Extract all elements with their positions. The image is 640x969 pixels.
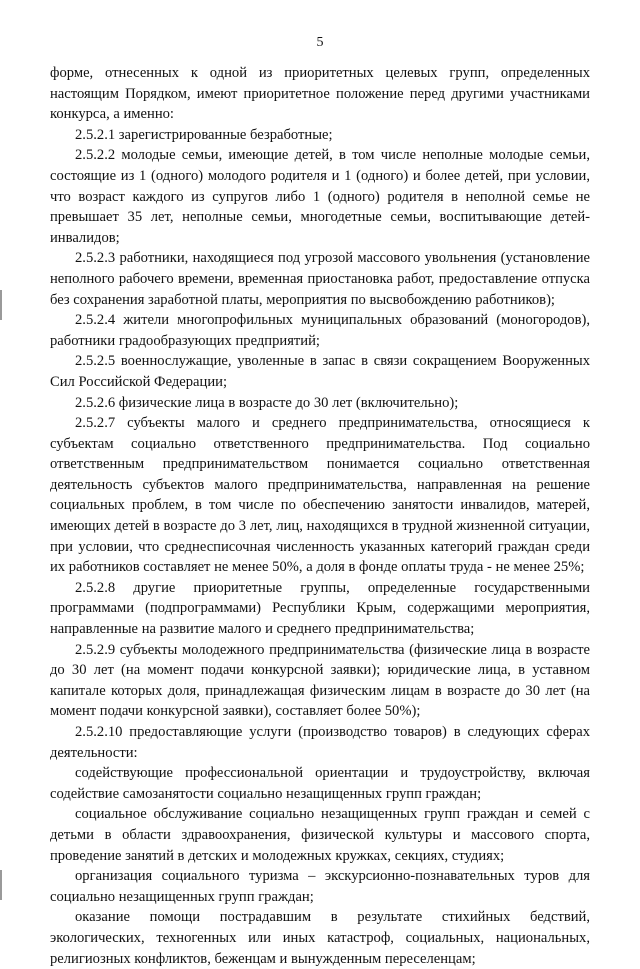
activity-item: содействующие профессиональной ориентации и трудоустройству, включая содействие самозанятости социально незащищенных групп граждан;: [50, 765, 590, 802]
clause-2-5-2-3: 2.5.2.3 работники, находящиеся под угрозой массового увольнения (установление неполного рабочего времени, временная приостановка работ, предоставление отпуска без сохранения заработной платы, мероприятия по высвобождению работников);: [50, 250, 590, 308]
clause-2-5-2-8: 2.5.2.8 другие приоритетные группы, определенные государственными программами (подпрограммами) Республики Крым, содержащими мероприятия, направленные на развитие малого и среднего предпринимательства;: [50, 579, 590, 638]
clause-2-5-2-1: 2.5.2.1 зарегистрированные безработные;: [75, 126, 333, 143]
clause-2-5-2-9: 2.5.2.9 субъекты молодежного предпринимательства (физические лица в возрасте до 30 лет (на момент подачи конкурсной заявки); юридические лица, в уставном капитале которых доля, принадлежащая физическим лицам в возрасте до 30 лет (на момент подачи конкурсной заявки), составляет более 50%);: [50, 641, 590, 720]
paragraph-continuation: форме, отнесенных к одной из приоритетных целевых групп, определенных настоящим Порядком, имеют приоритетное положение перед другими участниками конкурса, а именно:: [50, 65, 590, 123]
activity-item: социальное обслуживание социально незащищенных групп граждан и семей с детьми в области здравоохранения, физической культуры и массового спорта, проведение занятий в детских и молодежных кружках, секциях, студиях;: [50, 806, 590, 864]
activity-item: оказание помощи пострадавшим в результате стихийных бедствий, экологических, техногенных или иных катастроф, социальных, национальных, религиозных конфликтов, беженцам и вынужденным переселенцам;: [50, 909, 590, 967]
clause-2-5-2-2: 2.5.2.2 молодые семьи, имеющие детей, в том числе неполные молодые семьи, состоящие из 1 (одного) молодого родителя и 1 (одного) и более детей, при условии, что возраст каждого из супругов либо 1 (одного) родителя в неполной семье не превышает 35 лет, неполные семьи, многодетные семьи, воспитывающие детей-инвалидов;: [50, 147, 590, 246]
page-number: 5: [316, 35, 324, 50]
document-body: [50, 63, 590, 969]
clause-2-5-2-4: 2.5.2.4 жители многопрофильных муниципальных образований (моногородов), работники градообразующих предприятий;: [50, 312, 590, 349]
clause-2-5-2-5: 2.5.2.5 военнослужащие, уволенные в запас в связи сокращением Вооруженных Сил Российской Федерации;: [50, 353, 590, 390]
scan-margin-mark: [0, 290, 2, 320]
clause-2-5-2-7: 2.5.2.7 субъекты малого и среднего предпринимательства, относящиеся к субъектам социально ответственного предпринимательства. Под социально ответственным предпринимательством понимается социально ответственная деятельность субъектов малого предпринимательства, направленная на решение социальных проблем, в том числе по обеспечению занятости инвалидов, матерей, имеющих детей в возрасте до 3 лет, лиц, находящихся в трудной жизненной ситуации, при условии, что среднесписочная численность указанных категорий граждан среди их работников составляет не менее 50%, а доля в фонде оплаты труда - не менее 25%;: [50, 415, 590, 576]
activity-item: организация социального туризма – экскурсионно-познавательных туров для социально незащищенных групп граждан;: [50, 868, 590, 905]
clause-2-5-2-6: 2.5.2.6 физические лица в возрасте до 30 лет (включительно);: [75, 394, 459, 411]
scan-margin-mark: [0, 870, 2, 900]
clause-2-5-2-10: 2.5.2.10 предоставляющие услуги (производство товаров) в следующих сферах деятельности:: [50, 724, 590, 761]
